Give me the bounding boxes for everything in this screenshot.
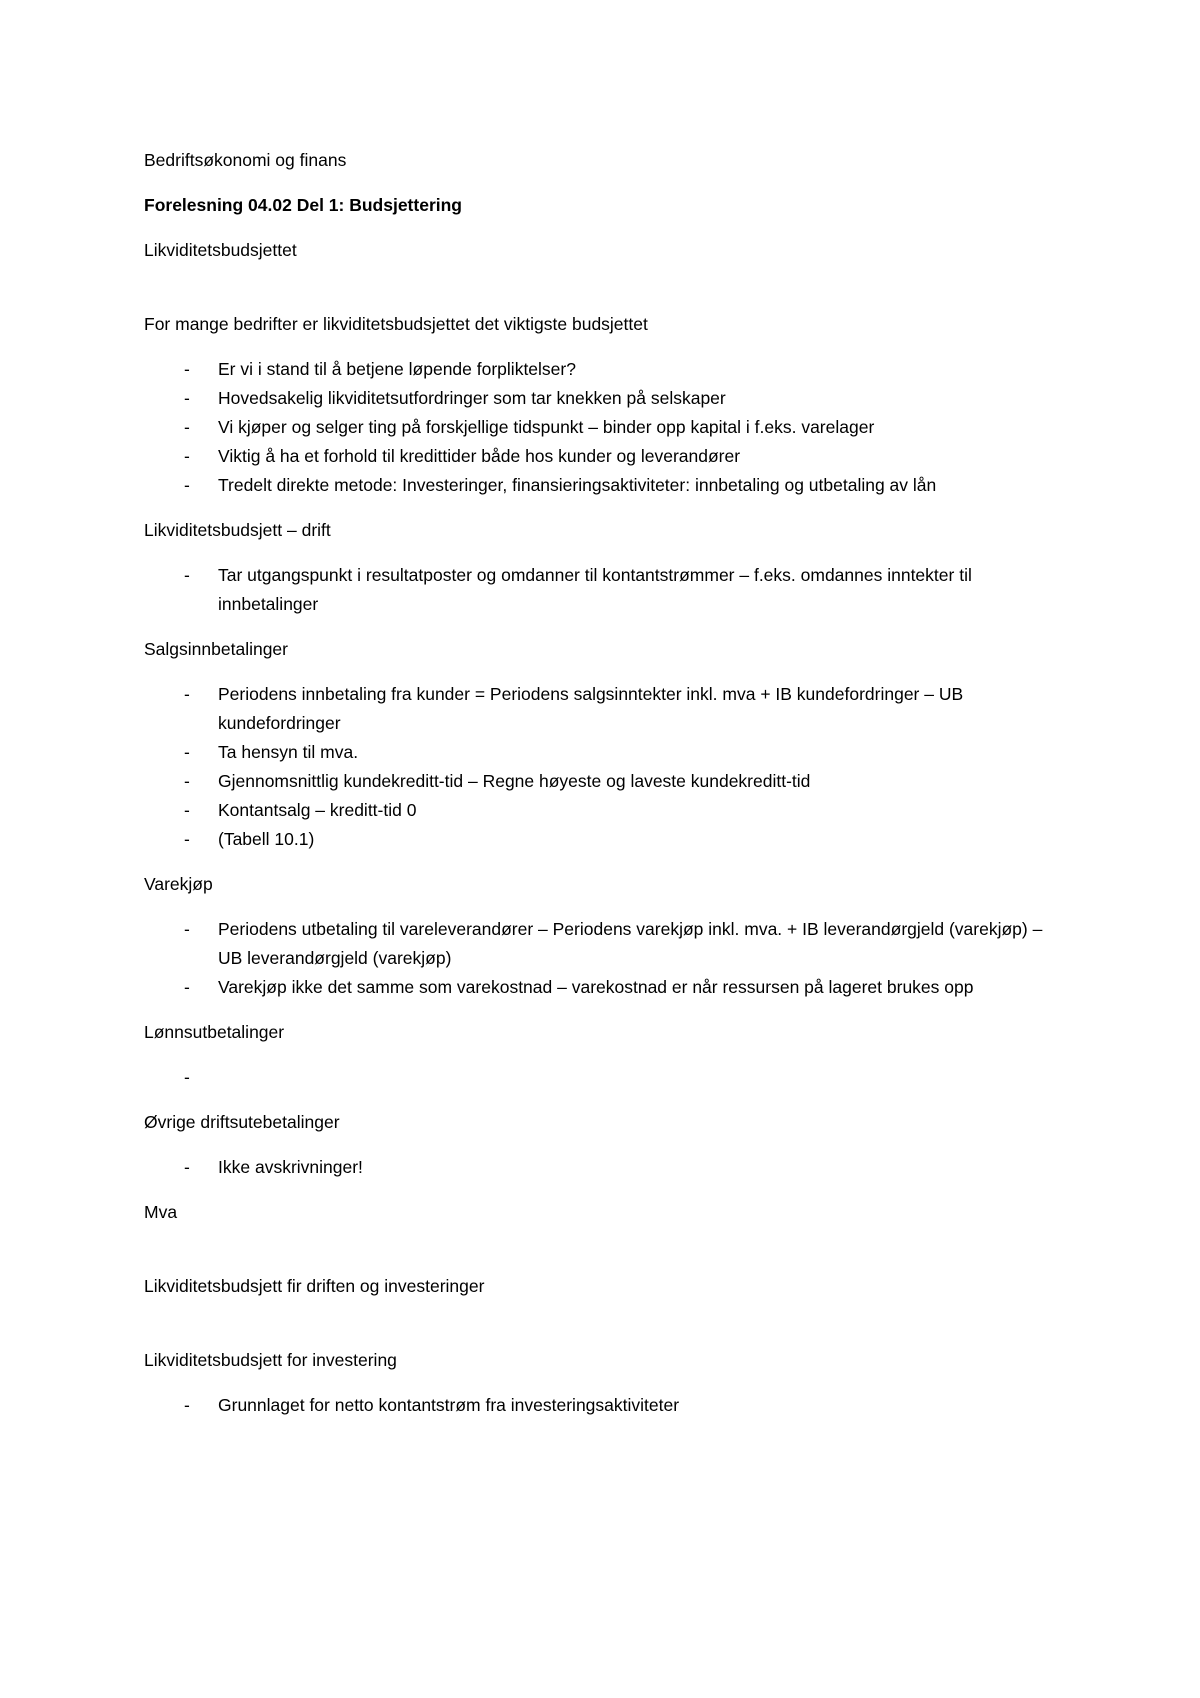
section-heading: Mva: [144, 1202, 178, 1222]
list-item-text: Er vi i stand til å betjene løpende forpliktelser?: [218, 359, 576, 379]
dash-bullet: -: [184, 800, 190, 820]
dash-bullet: -: [184, 829, 190, 849]
dash-bullet: -: [184, 977, 190, 997]
course-title: Bedriftsøkonomi og finans: [144, 150, 347, 170]
dash-bullet: -: [184, 684, 190, 704]
list-item: [144, 384, 1056, 413]
list-item-text: Kontantsalg – kreditt-tid 0: [218, 800, 417, 820]
bullet-list: [144, 1391, 1056, 1420]
section-heading: Salgsinnbetalinger: [144, 639, 288, 659]
list-item-text: Gjennomsnittlig kundekreditt-tid – Regne høyeste og laveste kundekreditt-tid: [218, 771, 811, 791]
list-item: [144, 680, 1056, 738]
list-item: [144, 915, 1056, 973]
bullet-list: [144, 680, 1056, 854]
dash-bullet: -: [184, 919, 190, 939]
dash-bullet: -: [184, 446, 190, 466]
list-item: [144, 355, 1056, 384]
list-item: [144, 767, 1056, 796]
section-heading: Likviditetsbudsjettet: [144, 240, 297, 260]
dash-bullet: -: [184, 565, 190, 585]
dash-bullet: -: [184, 359, 190, 379]
list-item: [144, 825, 1056, 854]
list-item-text: Periodens innbetaling fra kunder = Periodens salgsinntekter inkl. mva + IB kundefordringer – UB kundefordringer: [218, 684, 964, 733]
list-item-text: Tredelt direkte metode: Investeringer, finansieringsaktiviteter: innbetaling og utbetaling av lån: [218, 475, 937, 495]
list-item-text: Grunnlaget for netto kontantstrøm fra investeringsaktiviteter: [218, 1395, 680, 1415]
list-item: [144, 1063, 1056, 1092]
dash-bullet: -: [184, 771, 190, 791]
bullet-list: [144, 355, 1056, 500]
section-heading: Varekjøp: [144, 874, 213, 894]
dash-bullet: -: [184, 1157, 190, 1177]
bullet-list: [144, 1063, 1056, 1092]
list-item: [144, 413, 1056, 442]
list-item: [144, 796, 1056, 825]
dash-bullet: -: [184, 1067, 190, 1087]
list-item-text: Tar utgangspunkt i resultatposter og omdanner til kontantstrømmer – f.eks. omdannes inntekter til innbetalinger: [218, 565, 972, 614]
bullet-list: [144, 1153, 1056, 1182]
list-item-text: Hovedsakelig likviditetsutfordringer som tar knekken på selskaper: [218, 388, 726, 408]
list-item: [144, 1391, 1056, 1420]
list-item: [144, 471, 1056, 500]
section-heading: Likviditetsbudsjett for investering: [144, 1350, 397, 1370]
list-item-text: Vi kjøper og selger ting på forskjellige tidspunkt – binder opp kapital i f.eks. varelager: [218, 417, 875, 437]
list-item: [144, 561, 1056, 619]
list-item: [144, 973, 1056, 1002]
document-body: [144, 146, 1056, 1436]
list-item: [144, 1153, 1056, 1182]
dash-bullet: -: [184, 475, 190, 495]
dash-bullet: -: [184, 1395, 190, 1415]
list-item-text: Ta hensyn til mva.: [218, 742, 359, 762]
list-item: [144, 738, 1056, 767]
list-item-text: Periodens utbetaling til vareleverandører – Periodens varekjøp inkl. mva. + IB leverandørgjeld (varekjøp) – UB leverandørgjeld (varekjøp): [218, 919, 1043, 968]
dash-bullet: -: [184, 417, 190, 437]
lecture-title: Forelesning 04.02 Del 1: Budsjettering: [144, 195, 462, 215]
section-heading: For mange bedrifter er likviditetsbudsjettet det viktigste budsjettet: [144, 314, 648, 334]
list-item-text: (Tabell 10.1): [218, 829, 315, 849]
bullet-list: [144, 561, 1056, 619]
list-item-text: Viktig å ha et forhold til kredittider både hos kunder og leverandører: [218, 446, 741, 466]
dash-bullet: -: [184, 388, 190, 408]
list-item-text: Varekjøp ikke det samme som varekostnad – varekostnad er når ressursen på lageret brukes opp: [218, 977, 974, 997]
section-heading: Likviditetsbudsjett fir driften og investeringer: [144, 1276, 485, 1296]
bullet-list: [144, 915, 1056, 1002]
section-heading: Likviditetsbudsjett – drift: [144, 520, 331, 540]
dash-bullet: -: [184, 742, 190, 762]
list-item-text: Ikke avskrivninger!: [218, 1157, 363, 1177]
section-heading: Øvrige driftsutebetalinger: [144, 1112, 340, 1132]
section-heading: Lønnsutbetalinger: [144, 1022, 285, 1042]
list-item: [144, 442, 1056, 471]
